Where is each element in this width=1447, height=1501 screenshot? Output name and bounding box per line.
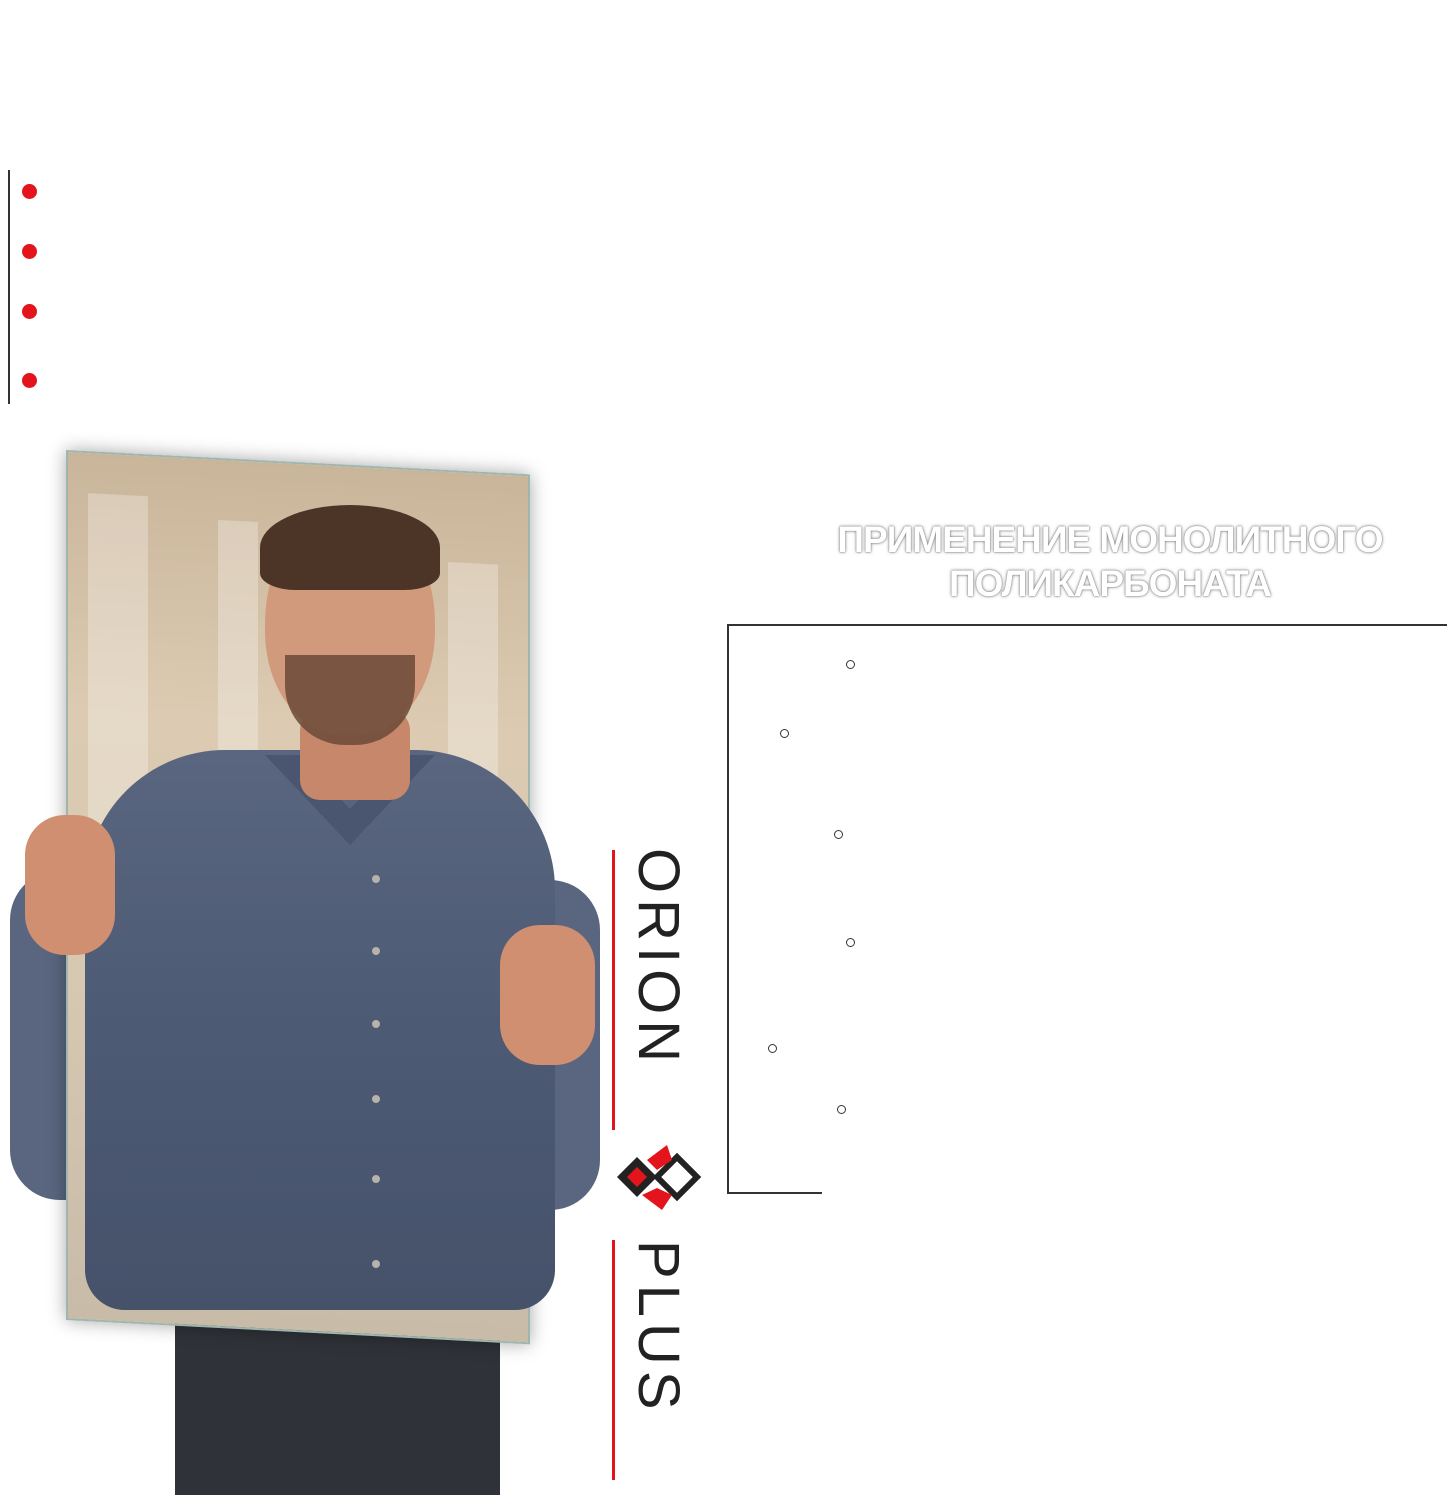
red-dot-icon bbox=[22, 304, 37, 319]
ring-bullet-icon bbox=[768, 1044, 777, 1053]
product-photo bbox=[10, 450, 610, 1495]
logo-word-orion: ORION bbox=[626, 848, 691, 1069]
ring-bullet-icon bbox=[846, 938, 855, 947]
red-dot-icon bbox=[22, 244, 37, 259]
ring-bullet-icon bbox=[846, 660, 855, 669]
person-shirt bbox=[85, 750, 555, 1310]
shirt-button bbox=[372, 1260, 380, 1268]
shirt-button bbox=[372, 1175, 380, 1183]
person-hand-left bbox=[25, 815, 115, 955]
shirt-button bbox=[372, 947, 380, 955]
shirt-button bbox=[372, 1020, 380, 1028]
red-dot-icon bbox=[22, 373, 37, 388]
ring-bullet-icon bbox=[837, 1105, 846, 1114]
logo-word-plus: PLUS bbox=[626, 1240, 691, 1416]
person-hair bbox=[260, 505, 440, 590]
shirt-button bbox=[372, 875, 380, 883]
logo-red-line bbox=[612, 1240, 615, 1480]
ring-bullet-icon bbox=[780, 729, 789, 738]
shirt-button bbox=[372, 1095, 380, 1103]
applications-frame-bottom bbox=[727, 1192, 822, 1194]
person-hand-right bbox=[500, 925, 595, 1065]
red-dot-icon bbox=[22, 184, 37, 199]
ring-bullet-icon bbox=[834, 830, 843, 839]
applications-frame-left bbox=[727, 624, 729, 1194]
applications-frame-top bbox=[727, 624, 1447, 626]
cube-logo-icon bbox=[612, 1140, 702, 1215]
top-list-divider bbox=[8, 170, 10, 404]
logo-red-line bbox=[612, 850, 615, 1130]
applications-title: ПРИМЕНЕНИЕ МОНОЛИТНОГО ПОЛИКАРБОНАТА bbox=[837, 519, 1383, 604]
